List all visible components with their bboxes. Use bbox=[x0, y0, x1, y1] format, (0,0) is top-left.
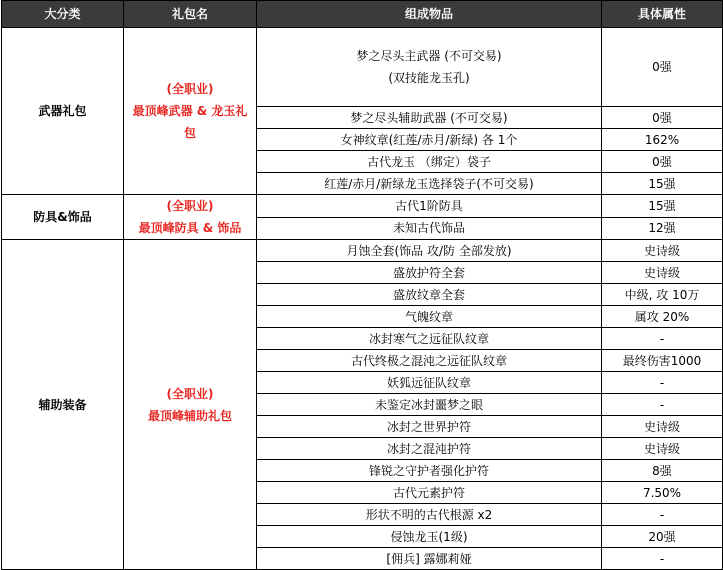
attribute-cell: - bbox=[602, 394, 723, 416]
attribute-cell: 162% bbox=[602, 129, 723, 151]
header-category: 大分类 bbox=[2, 1, 124, 28]
attribute-cell: 史诗级 bbox=[602, 438, 723, 460]
attribute-cell: 属攻 20% bbox=[602, 306, 723, 328]
item-cell bbox=[257, 548, 602, 570]
package-name-line: 最顶峰武器 & 龙玉礼 bbox=[132, 104, 248, 118]
table-row bbox=[2, 195, 723, 218]
category-cell: 辅助装备 bbox=[2, 240, 124, 570]
item-cell bbox=[257, 306, 602, 328]
item-cell bbox=[257, 217, 602, 240]
attribute-cell: 8强 bbox=[602, 460, 723, 482]
package-name-line: (全职业) bbox=[166, 82, 214, 96]
item-line: 未鉴定冰封噩梦之眼 bbox=[374, 397, 483, 412]
attribute-cell: 0强 bbox=[602, 28, 723, 107]
attribute-cell: 12强 bbox=[602, 217, 723, 240]
item-line: 妖狐远征队纹章 bbox=[386, 375, 471, 390]
package-name-cell bbox=[124, 28, 257, 195]
item-line: 古代1阶防具 bbox=[395, 198, 463, 213]
attribute-cell: 15强 bbox=[602, 195, 723, 218]
table-body bbox=[2, 28, 723, 570]
item-line: 月蚀全套(饰品 攻/防 全部发放) bbox=[346, 243, 512, 258]
item-line: 红莲/赤月/新绿龙玉选择袋子(不可交易) bbox=[324, 176, 534, 191]
package-name-line: 最顶峰防具 & 饰品 bbox=[138, 221, 242, 235]
item-line: 冰封之混沌护符 bbox=[386, 441, 471, 456]
item-cell bbox=[257, 151, 602, 173]
header-package-name: 礼包名 bbox=[124, 1, 257, 28]
item-cell bbox=[257, 284, 602, 306]
item-line: [佣兵] 露娜莉娅 bbox=[386, 551, 472, 566]
item-cell bbox=[257, 173, 602, 195]
attribute-cell: 0强 bbox=[602, 151, 723, 173]
item-line: 气魄纹章 bbox=[404, 309, 453, 324]
attribute-cell: 15强 bbox=[602, 173, 723, 195]
package-name-line: (全职业) bbox=[166, 386, 214, 401]
attribute-cell: 史诗级 bbox=[602, 416, 723, 438]
item-line: 梦之尽头主武器 (不可交易) bbox=[356, 49, 502, 63]
attribute-cell: 0强 bbox=[602, 107, 723, 129]
package-name-line: (全职业) bbox=[166, 199, 214, 213]
item-cell bbox=[257, 240, 602, 262]
item-cell bbox=[257, 28, 602, 107]
item-cell bbox=[257, 460, 602, 482]
item-cell bbox=[257, 328, 602, 350]
item-line: 侵蚀龙玉(1级) bbox=[390, 529, 468, 544]
item-cell bbox=[257, 195, 602, 218]
category-cell: 武器礼包 bbox=[2, 28, 124, 195]
item-cell bbox=[257, 438, 602, 460]
item-line: 冰封之世界护符 bbox=[386, 419, 471, 434]
item-cell bbox=[257, 526, 602, 548]
item-line: 古代终极之混沌之远征队纹章 bbox=[350, 353, 507, 368]
category-cell: 防具&饰品 bbox=[2, 195, 124, 240]
item-cell bbox=[257, 372, 602, 394]
header-items: 组成物品 bbox=[257, 1, 602, 28]
attribute-cell: - bbox=[602, 548, 723, 570]
item-line: 盛放纹章全套 bbox=[392, 287, 465, 302]
item-line: 盛放护符全套 bbox=[392, 265, 465, 280]
package-name-line: 包 bbox=[183, 126, 196, 140]
attribute-cell: 7.50% bbox=[602, 482, 723, 504]
item-line: 锋锐之守护者强化护符 bbox=[368, 463, 489, 478]
item-line: 古代元素护符 bbox=[392, 485, 465, 500]
item-cell bbox=[257, 129, 602, 151]
attribute-cell: 中级, 攻 10万 bbox=[602, 284, 723, 306]
item-line: (双技能龙玉孔) bbox=[388, 71, 470, 85]
header-attributes: 具体属性 bbox=[602, 1, 723, 28]
attribute-cell: 史诗级 bbox=[602, 240, 723, 262]
item-cell bbox=[257, 482, 602, 504]
item-cell bbox=[257, 107, 602, 129]
table-row bbox=[2, 240, 723, 262]
item-line: 女神纹章(红莲/赤月/新绿) 各 1个 bbox=[340, 132, 518, 147]
package-name-line: 最顶峰辅助礼包 bbox=[147, 408, 232, 423]
item-line: 形状不明的古代根源 x2 bbox=[365, 507, 493, 522]
attribute-cell: - bbox=[602, 504, 723, 526]
attribute-cell: 最终伤害1000 bbox=[602, 350, 723, 372]
item-line: 梦之尽头辅助武器 (不可交易) bbox=[350, 110, 508, 125]
package-name-cell bbox=[124, 240, 257, 570]
gift-package-table bbox=[1, 0, 723, 570]
header-row bbox=[2, 1, 723, 28]
item-line: 古代龙玉 （绑定）袋子 bbox=[367, 154, 491, 169]
item-line: 冰封寒气之远征队纹章 bbox=[368, 331, 489, 346]
item-cell bbox=[257, 394, 602, 416]
item-cell bbox=[257, 262, 602, 284]
item-line: 未知古代饰品 bbox=[392, 221, 465, 236]
attribute-cell: - bbox=[602, 328, 723, 350]
table-row bbox=[2, 28, 723, 107]
item-cell bbox=[257, 504, 602, 526]
item-cell bbox=[257, 416, 602, 438]
package-name-cell bbox=[124, 195, 257, 240]
attribute-cell: 20强 bbox=[602, 526, 723, 548]
attribute-cell: 史诗级 bbox=[602, 262, 723, 284]
attribute-cell: - bbox=[602, 372, 723, 394]
item-cell bbox=[257, 350, 602, 372]
